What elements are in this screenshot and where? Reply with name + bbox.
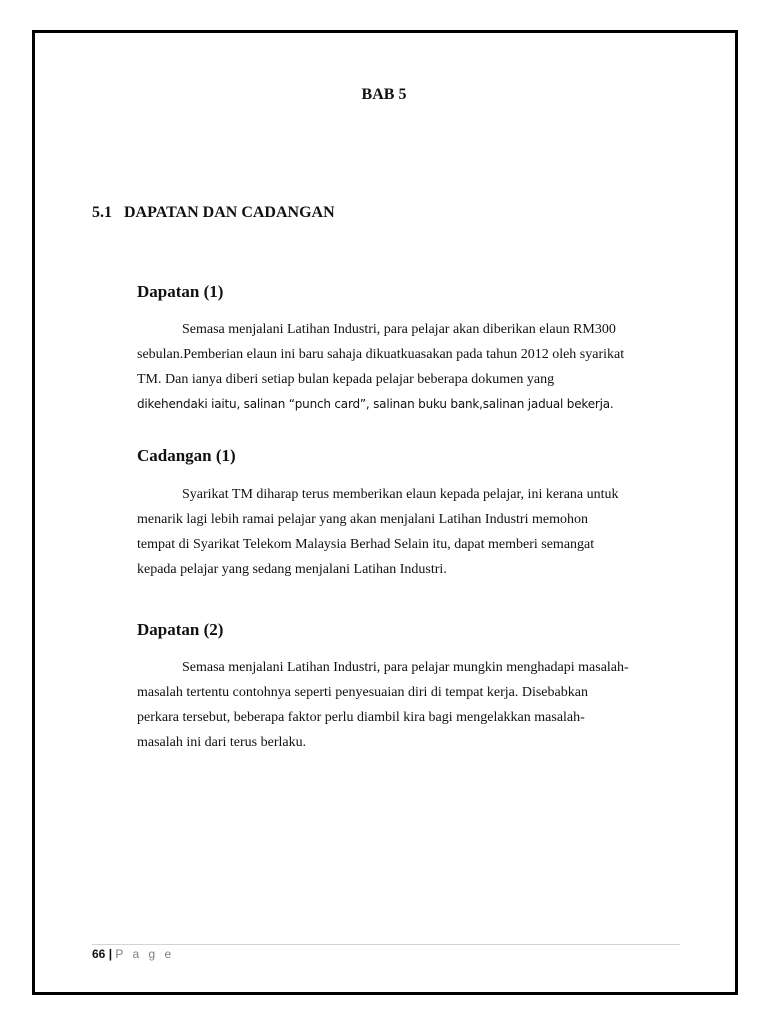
paragraph-line: TM. Dan ianya diberi setiap bulan kepada pelajar beberapa dokumen yang [137, 372, 555, 387]
paragraph-line: dikehendaki iaitu, salinan “punch card”, salinan buku bank,salinan jadual bekerja. [137, 397, 614, 411]
dapatan-2-paragraph [137, 655, 682, 755]
paragraph-line: Semasa menjalani Latihan Industri, para pelajar mungkin menghadapi masalah- [182, 660, 629, 675]
paragraph-line: perkara tersebut, beberapa faktor perlu diambil kira bagi mengelakkan masalah- [137, 710, 585, 725]
footer-separator: | [108, 947, 113, 961]
dapatan-1-heading: Dapatan (1) [137, 282, 224, 301]
paragraph-line: kepada pelajar yang sedang menjalani Latihan Industri. [137, 562, 447, 577]
paragraph-line: Syarikat TM diharap terus memberikan elaun kepada pelajar, ini kerana untuk [182, 487, 619, 502]
page-number: 66 [92, 947, 106, 961]
page-footer [92, 947, 174, 961]
paragraph-line: masalah ini dari terus berlaku. [137, 735, 307, 750]
section-title: DAPATAN DAN CADANGAN [124, 204, 335, 221]
page-label: P a g e [115, 947, 175, 961]
footer-divider [92, 944, 680, 945]
paragraph-line: masalah tertentu contohnya seperti penyesuaian diri di tempat kerja. Disebabkan [137, 685, 588, 700]
paragraph-line: menarik lagi lebih ramai pelajar yang akan menjalani Latihan Industri memohon [137, 512, 588, 527]
cadangan-1-heading: Cadangan (1) [137, 446, 236, 465]
dapatan-1-paragraph [137, 317, 682, 417]
paragraph-line: Semasa menjalani Latihan Industri, para pelajar akan diberikan elaun RM300 [182, 322, 616, 337]
paragraph-line: sebulan.Pemberian elaun ini baru sahaja dikuatkuasakan pada tahun 2012 oleh syarikat [137, 347, 625, 362]
section-heading [92, 204, 335, 222]
cadangan-1-paragraph [137, 482, 682, 582]
chapter-title: BAB 5 [361, 86, 407, 103]
paragraph-line: tempat di Syarikat Telekom Malaysia Berhad Selain itu, dapat memberi semangat [137, 537, 595, 552]
section-number: 5.1 [92, 204, 112, 221]
dapatan-2-heading: Dapatan (2) [137, 620, 224, 639]
